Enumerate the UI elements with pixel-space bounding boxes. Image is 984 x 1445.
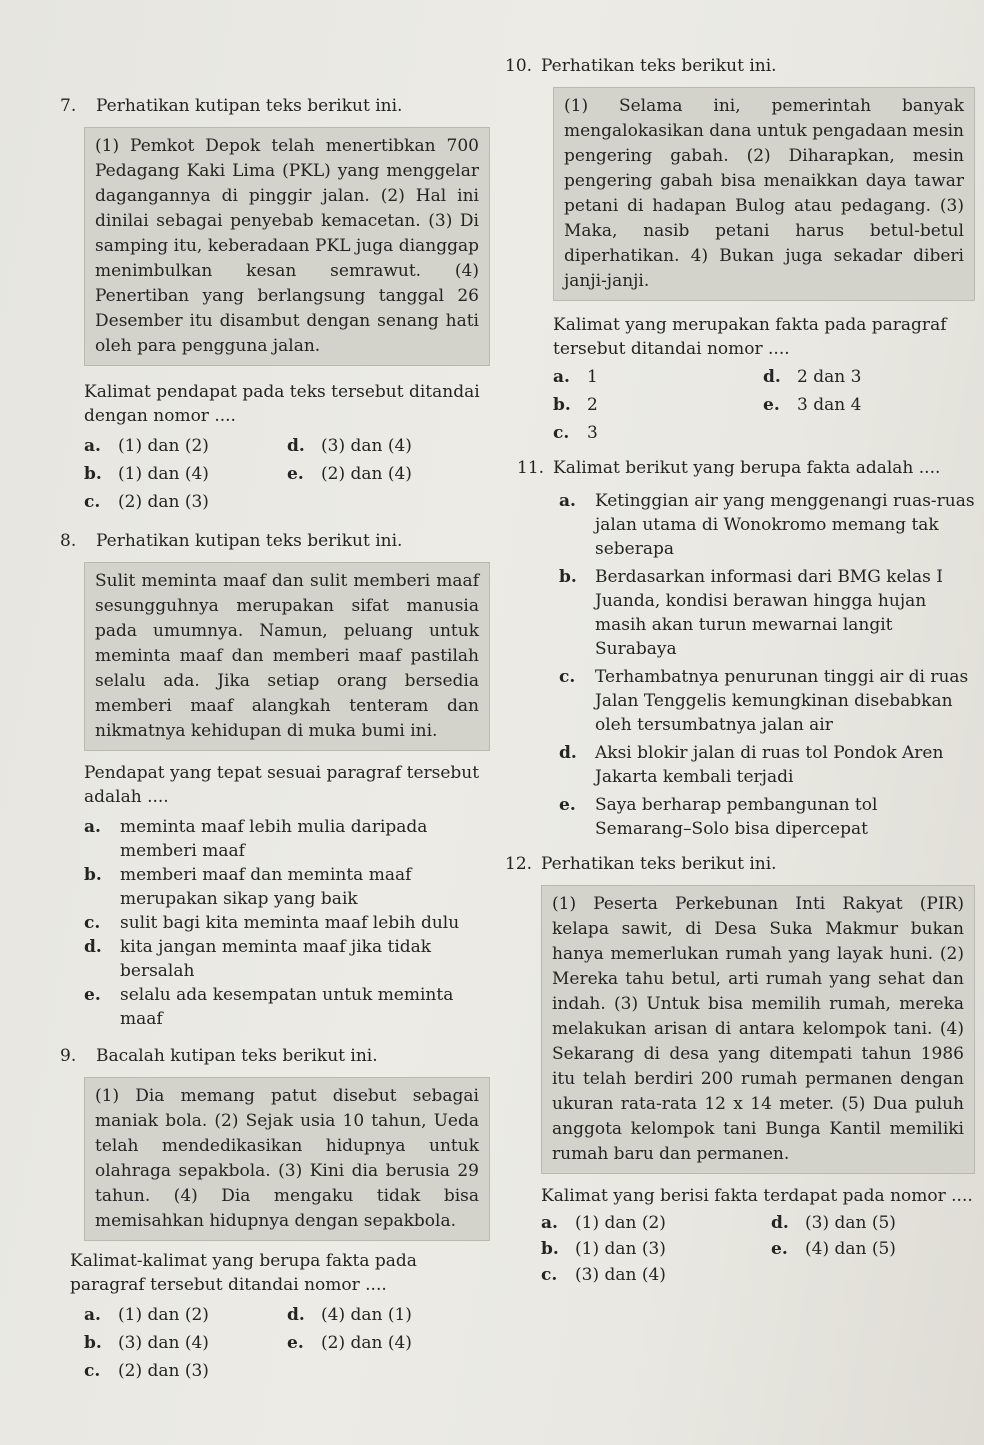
question-title: Bacalah kutipan teks berikut ini. [96, 1046, 378, 1066]
option-letter: c. [84, 492, 101, 512]
option-letter: c. [84, 1361, 101, 1381]
option-e[interactable] [763, 391, 975, 419]
option-text: (2) dan (3) [118, 1361, 209, 1381]
option-letter: c. [541, 1265, 558, 1285]
option-text: selalu ada kesempatan untuk meminta maaf [120, 985, 454, 1029]
question-title: Perhatikan teks berikut ini. [541, 56, 777, 76]
option-b[interactable] [84, 460, 287, 488]
question-10-head [505, 55, 975, 77]
option-letter: b. [553, 395, 571, 415]
option-letter: d. [287, 436, 305, 456]
question-text: Kalimat yang berisi fakta terdapat pada nomor .... [541, 1186, 973, 1206]
option-e[interactable] [771, 1236, 975, 1262]
option-c[interactable] [84, 1357, 287, 1385]
option-text: Terhambatnya penurunan tinggi air di ruas Jalan Tenggelis kemungkinan disebabkan oleh tersumbatnya jalan air [595, 667, 969, 735]
option-b[interactable] [553, 391, 763, 419]
option-b[interactable] [84, 863, 490, 911]
options-list [60, 815, 490, 1031]
option-c[interactable] [559, 665, 975, 737]
option-e[interactable] [287, 1329, 490, 1357]
option-d[interactable] [763, 363, 975, 391]
question-number: 12. [505, 854, 533, 874]
option-letter: d. [287, 1305, 305, 1325]
option-e[interactable] [287, 460, 490, 488]
options-grid [84, 432, 490, 516]
option-text: (2) dan (4) [321, 464, 412, 484]
option-c[interactable] [541, 1262, 771, 1288]
question-number: 8. [60, 531, 77, 551]
option-text: sulit bagi kita meminta maaf lebih dulu [120, 913, 460, 933]
question-title: Perhatikan kutipan teks berikut ini. [96, 531, 403, 551]
option-letter: d. [559, 743, 577, 763]
passage-box: (1) Selama ini, pemerintah banyak mengalokasikan dana untuk pengadaan mesin pengering gabah. (2) Diharapkan, mesin pengering gabah bisa menaikkan daya tawar petani di hadapan Bulog atau pedagang. (3) Maka, nasib petani harus betul-betul diperhatikan. 4) Bukan juga sekadar diberi janji-janji. [553, 87, 975, 301]
passage-box: (1) Pemkot Depok telah menertibkan 700 Pedagang Kaki Lima (PKL) yang menggelar dagangannya di pinggir jalan. (2) Hal ini dinilai sebagai penyebab kemacetan. (3) Di samping itu, keberadaan PKL juga dianggap menimbulkan kesan semrawut. (4) Penertiban yang berlangsung tanggal 26 Desember itu disambut dengan senang hati oleh para pengguna jalan. [84, 127, 490, 366]
option-text: (1) dan (4) [118, 464, 209, 484]
option-text: (3) dan (4) [118, 1333, 209, 1353]
left-column [60, 85, 490, 1385]
option-b[interactable] [84, 1329, 287, 1357]
option-letter: b. [84, 865, 102, 885]
question-9-head [60, 1045, 490, 1067]
option-b[interactable] [541, 1236, 771, 1262]
option-text: (1) dan (2) [575, 1213, 666, 1233]
passage-box: (1) Dia memang patut disebut sebagai maniak bola. (2) Sejak usia 10 tahun, Ueda telah mendedikasikan hidupnya untuk olahraga sepakbola. (3) Kini dia berusia 29 tahun. (4) Dia mengaku tidak bisa memisahkan hidupnya dengan sepakbola. [84, 1077, 490, 1241]
option-text: kita jangan meminta maaf jika tidak bersalah [120, 937, 432, 981]
option-letter: b. [559, 567, 577, 587]
option-letter: d. [84, 937, 102, 957]
option-c[interactable] [553, 419, 763, 447]
option-text: Berdasarkan informasi dari BMG kelas I Juanda, kondisi berawan hingga hujan masih akan turun mewarnai langit Surabaya [595, 567, 943, 659]
option-c[interactable] [84, 488, 287, 516]
question-12 [505, 853, 975, 1288]
option-letter: c. [559, 667, 576, 687]
option-c[interactable] [84, 911, 490, 935]
options-list [535, 489, 975, 841]
option-text: (3) dan (4) [321, 436, 412, 456]
option-letter: e. [771, 1239, 788, 1259]
option-text: 3 dan 4 [797, 395, 862, 415]
question-7 [60, 95, 490, 516]
option-text: 3 [587, 423, 598, 443]
question-11 [505, 457, 975, 841]
option-letter: b. [84, 464, 102, 484]
option-a[interactable] [84, 432, 287, 460]
option-text: Saya berharap pembangunan tol Semarang–Solo bisa dipercepat [595, 795, 878, 839]
option-letter: a. [84, 1305, 101, 1325]
option-letter: c. [84, 913, 101, 933]
options-grid [553, 363, 975, 447]
option-letter: b. [84, 1333, 102, 1353]
question-text: Pendapat yang tepat sesuai paragraf tersebut adalah .... [84, 763, 480, 807]
option-letter: b. [541, 1239, 559, 1259]
option-text: 2 dan 3 [797, 367, 862, 387]
option-a[interactable] [541, 1210, 771, 1236]
option-a[interactable] [553, 363, 763, 391]
option-letter: e. [84, 985, 101, 1005]
option-text: 2 [587, 395, 598, 415]
question-7-head [60, 95, 490, 117]
option-letter: c. [553, 423, 570, 443]
option-d[interactable] [84, 935, 490, 983]
option-d[interactable] [771, 1210, 975, 1236]
question-9 [60, 1045, 490, 1385]
options-grid [84, 1301, 490, 1385]
option-d[interactable] [287, 432, 490, 460]
option-d[interactable] [287, 1301, 490, 1329]
option-b[interactable] [559, 565, 975, 661]
question-12-head [505, 853, 975, 875]
option-text: (3) dan (5) [805, 1213, 896, 1233]
passage-box: Sulit meminta maaf dan sulit memberi maaf sesungguhnya merupakan sifat manusia pada umumnya. Namun, peluang untuk meminta maaf dan memberi maaf pastilah selalu ada. Jika setiap orang bersedia memberi maaf alangkah tenteram dan nikmatnya kehidupan di muka bumi ini. [84, 562, 490, 751]
question-number: 10. [505, 56, 533, 76]
question-text: Kalimat-kalimat yang berupa fakta pada paragraf tersebut ditandai nomor .... [70, 1251, 417, 1295]
option-letter: e. [559, 795, 576, 815]
option-letter: a. [84, 436, 101, 456]
question-text: Kalimat pendapat pada teks tersebut ditandai dengan nomor .... [84, 382, 480, 426]
question-number: 9. [60, 1046, 77, 1066]
option-letter: d. [763, 367, 781, 387]
option-text: meminta maaf lebih mulia daripada memberi maaf [120, 817, 428, 861]
option-letter: e. [763, 395, 780, 415]
option-letter: a. [559, 491, 576, 511]
option-e[interactable] [84, 983, 490, 1031]
option-text: 1 [587, 367, 598, 387]
question-text: Kalimat yang merupakan fakta pada paragraf tersebut ditandai nomor .... [553, 315, 947, 359]
question-number: 11. [517, 458, 545, 478]
option-text: (3) dan (4) [575, 1265, 666, 1285]
question-8 [60, 530, 490, 1031]
option-text: Aksi blokir jalan di ruas tol Pondok Aren Jakarta kembali terjadi [595, 743, 944, 787]
option-text: (2) dan (3) [118, 492, 209, 512]
question-title: Kalimat berikut yang berupa fakta adalah .... [553, 458, 941, 478]
option-a[interactable] [559, 489, 975, 561]
option-letter: e. [287, 464, 304, 484]
question-title: Perhatikan teks berikut ini. [541, 854, 777, 874]
option-letter: a. [541, 1213, 558, 1233]
passage-box: (1) Peserta Perkebunan Inti Rakyat (PIR) kelapa sawit, di Desa Suka Makmur bukan hanya memerlukan rumah yang layak huni. (2) Mereka tahu betul, arti rumah yang sehat dan indah. (3) Untuk bisa memilih rumah, mereka melakukan arisan di antara kelompok tani. (4) Sekarang di desa yang ditempati tahun 1986 itu telah berdiri 200 rumah permanen dengan ukuran rata-rata 12 x 14 meter. (5) Dua puluh anggota kelompok tani Bunga Kantil memiliki rumah baru dan permanen. [541, 885, 975, 1174]
option-text: (4) dan (1) [321, 1305, 412, 1325]
question-number: 7. [60, 96, 77, 116]
option-text: (1) dan (2) [118, 436, 209, 456]
option-letter: e. [287, 1333, 304, 1353]
option-text: (1) dan (2) [118, 1305, 209, 1325]
option-a[interactable] [84, 1301, 287, 1329]
right-column [505, 55, 975, 1288]
option-text: memberi maaf dan meminta maaf merupakan sikap yang baik [120, 865, 412, 909]
question-8-head [60, 530, 490, 552]
options-grid [541, 1210, 975, 1288]
option-text: (2) dan (4) [321, 1333, 412, 1353]
question-11-head [505, 457, 975, 479]
option-a[interactable] [84, 815, 490, 863]
option-text: (1) dan (3) [575, 1239, 666, 1259]
question-10 [505, 55, 975, 447]
option-letter: d. [771, 1213, 789, 1233]
option-text: Ketinggian air yang menggenangi ruas-ruas jalan utama di Wonokromo memang tak seberapa [595, 491, 975, 559]
option-letter: a. [553, 367, 570, 387]
option-text: (4) dan (5) [805, 1239, 896, 1259]
option-d[interactable] [559, 741, 975, 789]
question-title: Perhatikan kutipan teks berikut ini. [96, 96, 403, 116]
option-e[interactable] [559, 793, 975, 841]
option-letter: a. [84, 817, 101, 837]
